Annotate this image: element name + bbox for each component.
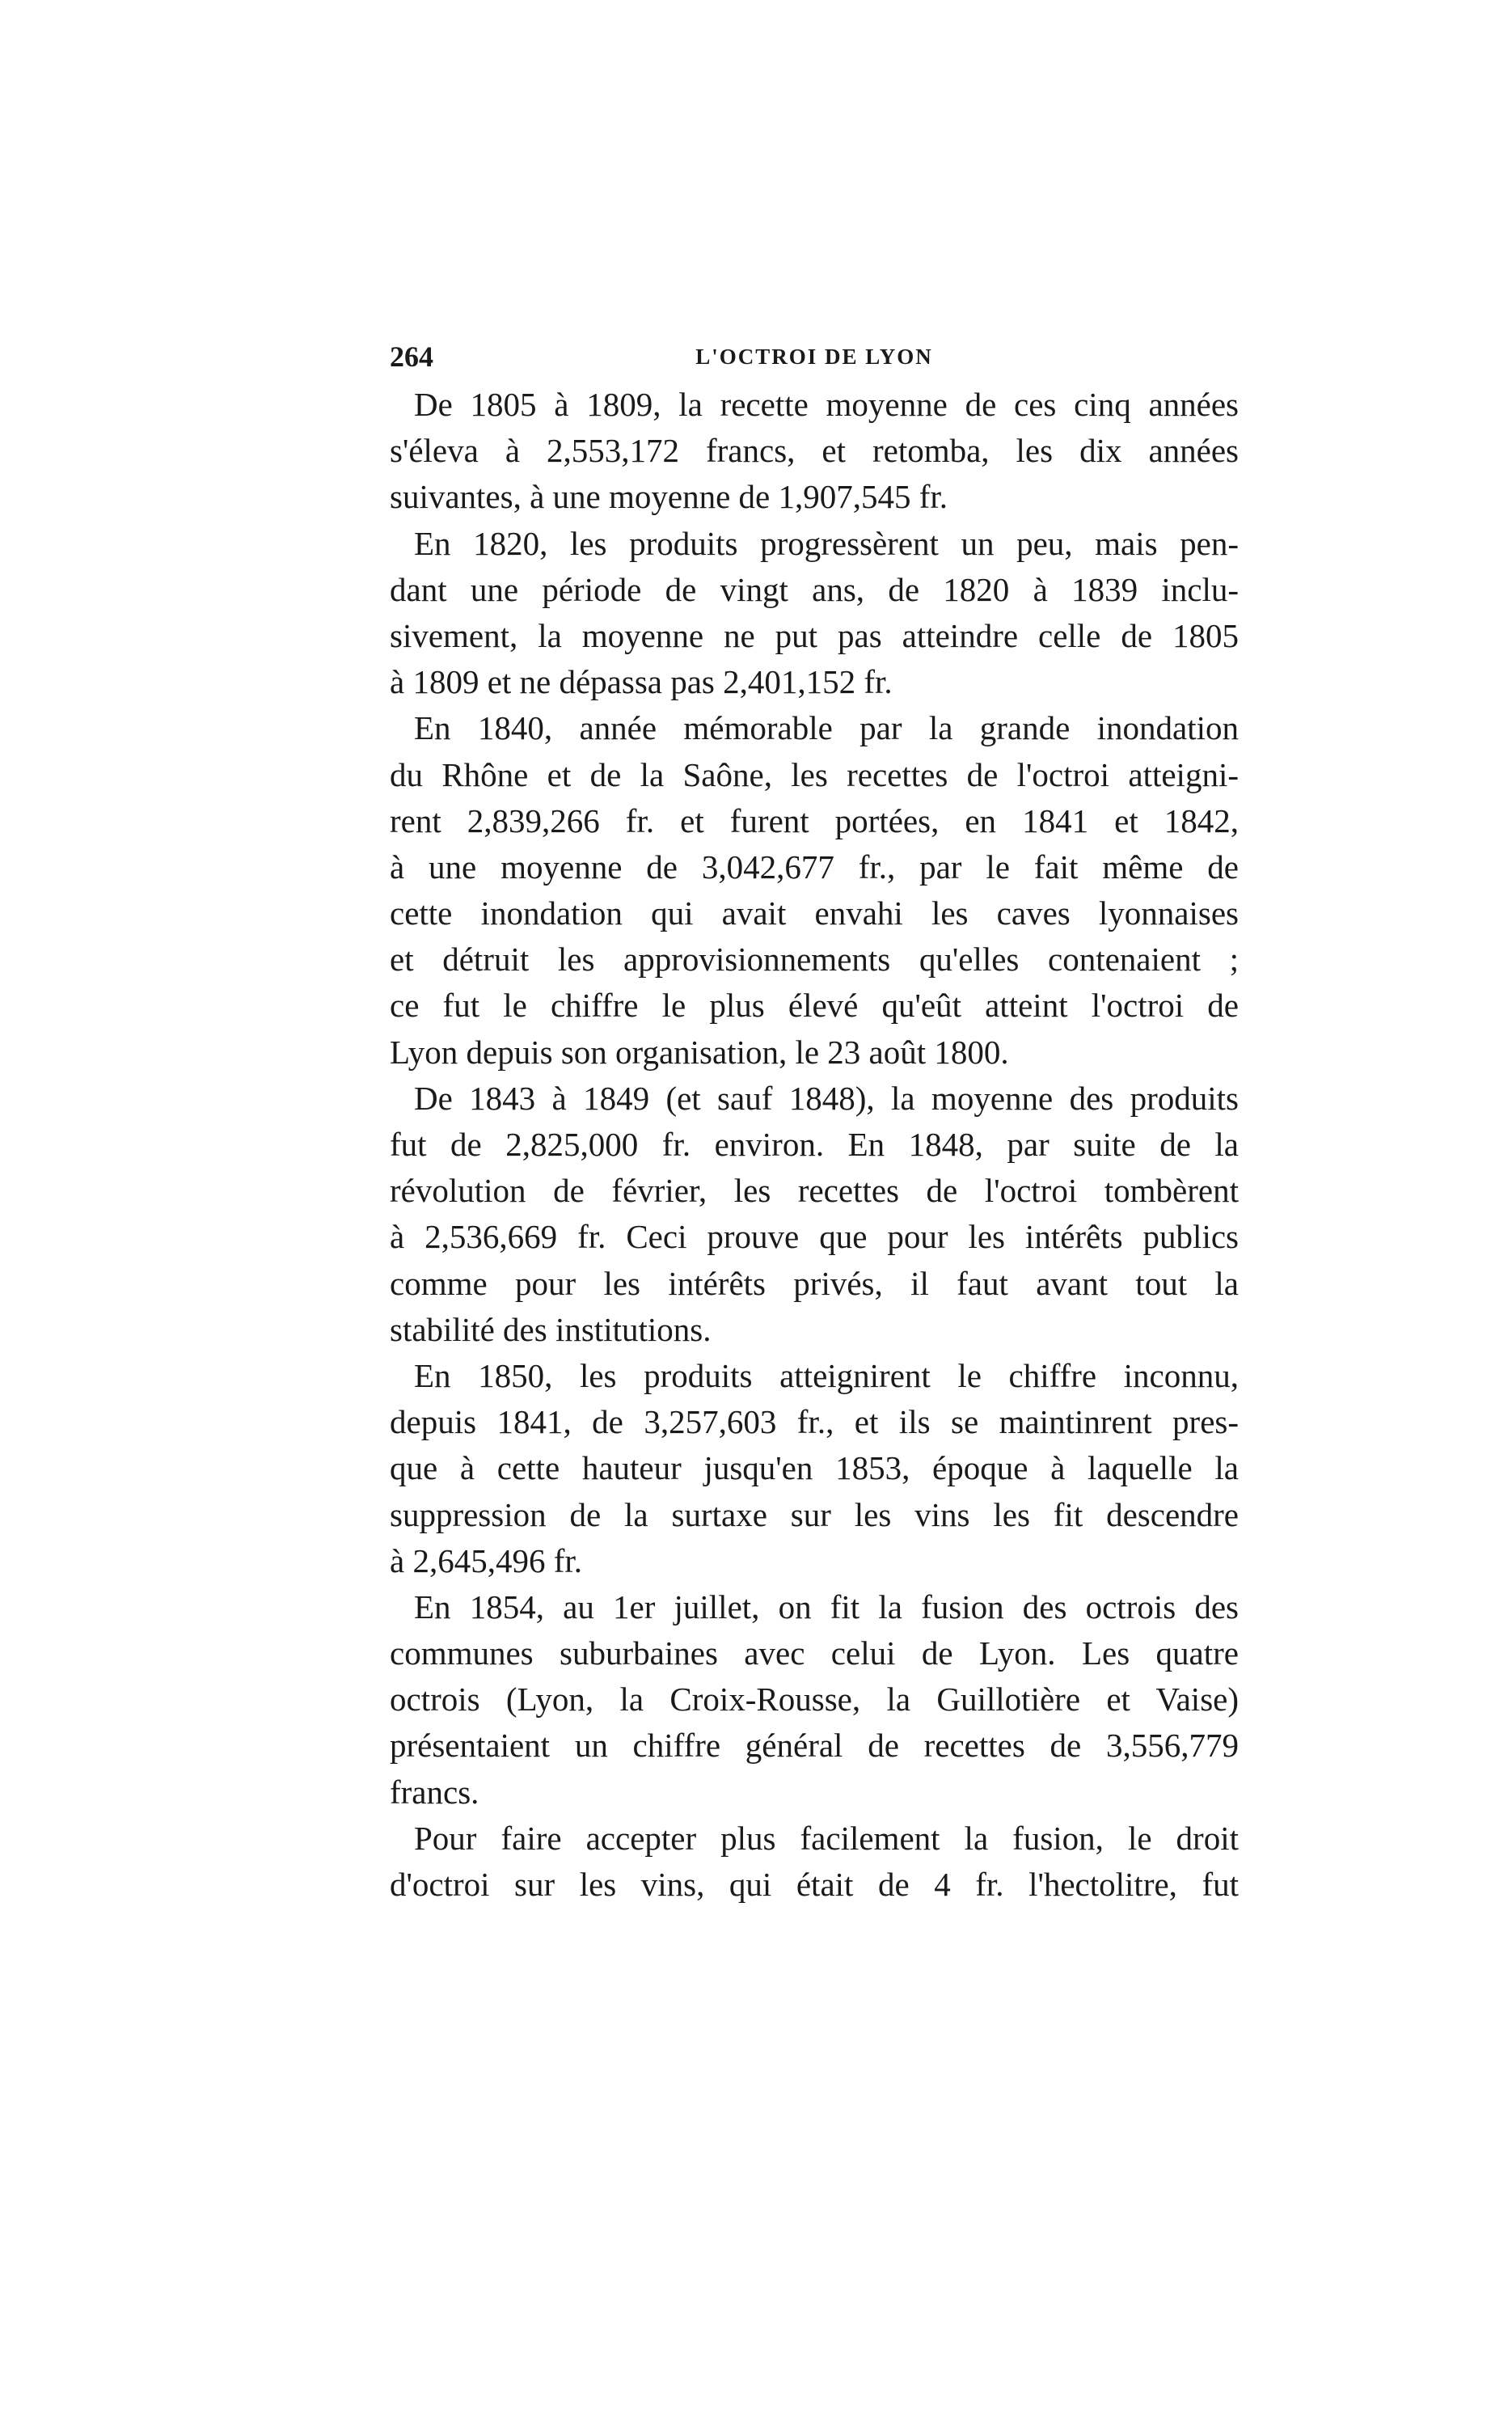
- text-line: ce fut le chiffre le plus élevé qu'eût atteint l'octroi de: [390, 987, 1239, 1025]
- page-header: [390, 340, 1239, 380]
- text-line: Pour faire accepter plus facilement la fusion, le droit: [414, 1819, 1239, 1857]
- text-line: suivantes, à une moyenne de 1,907,545 fr.: [390, 478, 948, 516]
- running-title: L'OCTROI DE LYON: [695, 345, 933, 369]
- text-line: En 1840, année mémorable par la grande inondation: [414, 709, 1239, 747]
- text-line: communes suburbaines avec celui de Lyon. Les quatre: [390, 1634, 1239, 1672]
- text-line: De 1805 à 1809, la recette moyenne de ces cinq années: [414, 386, 1239, 423]
- text-line: présentaient un chiffre général de recettes de 3,556,779: [390, 1727, 1239, 1765]
- text-line: suppression de la surtaxe sur les vins les fit descendre: [390, 1495, 1239, 1533]
- text-line: rent 2,839,266 fr. et furent portées, en 1841 et 1842,: [390, 801, 1239, 839]
- text-line: En 1850, les produits atteignirent le chiffre inconnu,: [414, 1356, 1239, 1394]
- text-line: fut de 2,825,000 fr. environ. En 1848, par suite de la: [390, 1126, 1239, 1163]
- text-line: à 1809 et ne dépassa pas 2,401,152 fr.: [390, 663, 893, 701]
- text-line: à 2,536,669 fr. Ceci prouve que pour les intérêts publics: [390, 1218, 1239, 1256]
- text-line: depuis 1841, de 3,257,603 fr., et ils se maintinrent pres-: [390, 1403, 1239, 1441]
- text-line: à 2,645,496 fr.: [390, 1541, 582, 1579]
- text-line: que à cette hauteur jusqu'en 1853, époque à laquelle la: [390, 1449, 1239, 1487]
- text-line: révolution de février, les recettes de l'octroi tombèrent: [390, 1172, 1239, 1210]
- text-line: octrois (Lyon, la Croix-Rousse, la Guillotière et Vaise): [390, 1680, 1239, 1719]
- text-line: comme pour les intérêts privés, il faut avant tout la: [390, 1264, 1239, 1302]
- body-text: [390, 382, 1239, 1908]
- text-line: et détruit les approvisionnements qu'elles contenaient ;: [390, 941, 1239, 979]
- text-line: s'éleva à 2,553,172 francs, et retomba, les dix années: [390, 432, 1239, 470]
- text-line: dant une période de vingt ans, de 1820 à 1839 inclu-: [390, 570, 1239, 608]
- text-line: d'octroi sur les vins, qui était de 4 fr. l'hectolitre, fut: [390, 1866, 1239, 1903]
- text-line: De 1843 à 1849 (et sauf 1848), la moyenne des produits: [414, 1079, 1239, 1117]
- text-line: à une moyenne de 3,042,677 fr., par le fait même de: [390, 848, 1239, 886]
- text-line: cette inondation qui avait envahi les caves lyonnaises: [390, 894, 1239, 932]
- text-line: francs.: [390, 1773, 479, 1811]
- text-line: sivement, la moyenne ne put pas atteindre celle de 1805: [390, 616, 1239, 654]
- text-line: Lyon depuis son organisation, le 23 août 1800.: [390, 1033, 1009, 1071]
- text-line: du Rhône et de la Saône, les recettes de l'octroi atteigni-: [390, 755, 1239, 793]
- page-number: 264: [390, 340, 433, 373]
- text-line: En 1854, au 1er juillet, on fit la fusion des octrois des: [414, 1587, 1239, 1626]
- text-line: En 1820, les produits progressèrent un peu, mais pen-: [414, 524, 1239, 562]
- text-line: stabilité des institutions.: [390, 1310, 712, 1348]
